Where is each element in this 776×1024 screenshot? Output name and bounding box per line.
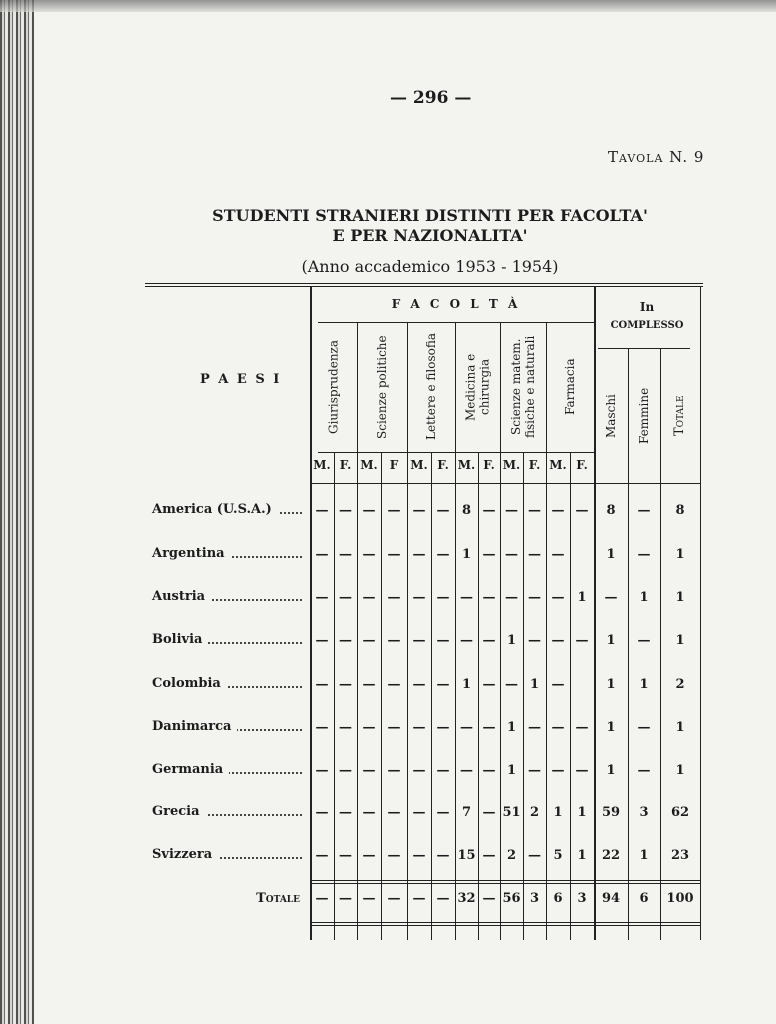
total-cell: 3: [529, 891, 540, 906]
table-cell: —: [387, 848, 401, 863]
table-cell: 51: [502, 805, 521, 820]
faculty-header: Scienze politiche: [375, 335, 389, 439]
table-cell: 3: [639, 805, 649, 820]
rule-bottom: [310, 922, 700, 923]
title-line-1: STUDENTI STRANIERI DISTINTI PER FACOLTA': [212, 206, 648, 225]
table-cell: —: [315, 633, 329, 648]
table-cell: 1: [577, 590, 587, 605]
table-cell: —: [528, 503, 541, 518]
table-cell: 1: [577, 848, 587, 863]
rule-complesso: [598, 348, 690, 349]
table-cell: 1: [506, 720, 517, 735]
table-cell: 7: [461, 805, 472, 820]
title-line-2: E PER NAZIONALITA': [332, 226, 528, 245]
table-cell: 1: [606, 677, 616, 692]
header-paesi: P A E S I: [200, 372, 282, 387]
table-cell: —: [551, 590, 565, 605]
country-name: Bolivia: [152, 632, 208, 647]
table-cell: —: [551, 677, 565, 692]
table-cell: 8: [675, 503, 685, 518]
rule-top: [145, 283, 703, 284]
scan-top-edge: [0, 0, 776, 12]
total-cell: 6: [553, 891, 563, 906]
table-cell: —: [637, 503, 651, 518]
table-cell: —: [505, 547, 518, 562]
table-cell: 22: [601, 848, 621, 863]
table-cell: —: [339, 720, 352, 735]
header-facolta: F A C O L T À: [391, 297, 521, 311]
total-cell: —: [387, 891, 401, 906]
table-cell: 62: [670, 805, 690, 820]
table-cell: —: [315, 763, 329, 778]
total-cell: —: [482, 891, 496, 906]
sex-label: F.: [528, 458, 541, 472]
table-cell: —: [436, 848, 450, 863]
table-cell: —: [339, 848, 352, 863]
table-cell: —: [315, 503, 329, 518]
table-cell: —: [528, 848, 541, 863]
country-name: Colombia: [152, 676, 227, 691]
table-cell: —: [551, 503, 565, 518]
country-name: Grecia: [152, 804, 206, 819]
table-cell: —: [551, 547, 565, 562]
table-cell: 23: [670, 848, 690, 863]
table-cell: —: [482, 590, 496, 605]
table-cell: 1: [675, 633, 685, 648]
table-cell: —: [387, 503, 401, 518]
scan-binding-edge: [0, 0, 34, 1024]
subtitle: (Anno accademico 1953 - 1954): [301, 257, 559, 276]
table-cell: —: [412, 805, 426, 820]
table-cell: —: [339, 633, 352, 648]
table-label: Tavola N. 9: [608, 148, 705, 166]
faculty-header: Scienze matem. fisiche e naturali: [509, 335, 537, 439]
table-cell: 2: [506, 848, 517, 863]
table-cell: —: [637, 547, 651, 562]
table-cell: —: [482, 763, 496, 778]
table-cell: —: [362, 633, 376, 648]
table-cell: —: [436, 590, 450, 605]
total-cell: 3: [577, 891, 587, 906]
country-name: Germania: [152, 762, 229, 777]
table-cell: —: [436, 677, 450, 692]
table-cell: —: [412, 763, 426, 778]
faculty-header: Farmacia: [563, 358, 577, 416]
table-cell: —: [436, 503, 450, 518]
sex-label: F.: [483, 458, 495, 472]
table-cell: —: [637, 633, 651, 648]
table-cell: 1: [577, 805, 587, 820]
table-cell: 1: [675, 720, 685, 735]
country-label: [152, 502, 302, 517]
table-cell: —: [387, 805, 401, 820]
table-cell: —: [482, 633, 496, 648]
table-cell: 1: [506, 763, 517, 778]
sex-label: F.: [576, 458, 588, 472]
total-cell: 6: [639, 891, 649, 906]
table-cell: —: [362, 763, 376, 778]
country-label: [152, 632, 302, 647]
table-cell: —: [412, 503, 426, 518]
total-cell: —: [436, 891, 450, 906]
table-cell: 2: [529, 805, 540, 820]
country-name: Danimarca: [152, 719, 237, 734]
table-cell: —: [362, 677, 376, 692]
table-cell: —: [482, 805, 496, 820]
table-cell: —: [482, 677, 496, 692]
table-cell: —: [412, 720, 426, 735]
total-cell: —: [362, 891, 376, 906]
total-cell: 100: [666, 891, 694, 906]
table-cell: —: [436, 547, 450, 562]
table-cell: —: [315, 848, 329, 863]
table-cell: —: [362, 848, 376, 863]
rule-top: [145, 286, 703, 287]
faculty-header: Medicina e chirurgia: [463, 353, 492, 421]
table-cell: —: [362, 590, 376, 605]
rule-bottom: [310, 925, 700, 926]
table-cell: —: [387, 763, 401, 778]
header-complesso: COMPLESSO: [610, 320, 684, 331]
table-cell: 1: [606, 633, 616, 648]
table-cell: —: [460, 763, 473, 778]
table-cell: —: [315, 677, 329, 692]
table-cell: —: [362, 805, 376, 820]
rule-facolta: [318, 322, 594, 323]
table-cell: 1: [606, 720, 616, 735]
complesso-header: Femmine: [637, 387, 651, 445]
table-cell: —: [412, 677, 426, 692]
table-cell: —: [482, 720, 496, 735]
table-cell: 1: [606, 547, 616, 562]
rule-total: [310, 880, 700, 881]
table-cell: —: [339, 590, 352, 605]
table-cell: 1: [675, 763, 685, 778]
table-cell: —: [412, 547, 426, 562]
table-cell: —: [528, 547, 541, 562]
country-name: Svizzera: [152, 847, 218, 862]
table-cell: —: [505, 677, 518, 692]
table-cell: —: [339, 763, 352, 778]
table-cell: 1: [461, 677, 472, 692]
table-cell: —: [315, 805, 329, 820]
rule-header-bottom: [310, 483, 700, 484]
total-cell: —: [412, 891, 426, 906]
table-cell: —: [339, 503, 352, 518]
table-cell: —: [315, 547, 329, 562]
table-cell: 15: [457, 848, 476, 863]
sex-label: M.: [360, 458, 378, 472]
table-cell: —: [482, 547, 496, 562]
table-cell: 1: [639, 590, 649, 605]
sex-label: M.: [457, 458, 476, 472]
country-label: [152, 804, 302, 819]
table-cell: —: [436, 720, 450, 735]
table-cell: —: [637, 720, 651, 735]
country-label: [152, 589, 302, 604]
page-number: — 296 —: [390, 88, 472, 108]
table-cell: —: [387, 677, 401, 692]
table-cell: 1: [461, 547, 472, 562]
table-cell: —: [387, 590, 401, 605]
table-cell: 1: [529, 677, 540, 692]
total-cell: 32: [457, 891, 476, 906]
column-rule: [431, 452, 432, 940]
table-cell: —: [528, 720, 541, 735]
table-cell: —: [362, 547, 376, 562]
table-cell: —: [387, 633, 401, 648]
faculty-header: Lettere e filosofia: [424, 333, 438, 441]
sex-label: M.: [313, 458, 331, 472]
table-cell: 8: [461, 503, 472, 518]
table-cell: —: [339, 677, 352, 692]
table-cell: —: [315, 590, 329, 605]
rule-total: [310, 883, 700, 884]
table-cell: —: [505, 590, 518, 605]
table-cell: —: [315, 720, 329, 735]
complesso-header: Totale: [672, 395, 687, 437]
table-cell: —: [339, 805, 352, 820]
complesso-header: Maschi: [604, 394, 618, 438]
table-cell: 5: [553, 848, 563, 863]
table-cell: —: [460, 633, 473, 648]
table-cell: —: [551, 763, 565, 778]
table-cell: 59: [601, 805, 621, 820]
table-cell: —: [528, 763, 541, 778]
table-cell: 1: [675, 547, 685, 562]
column-rule: [478, 452, 479, 940]
total-cell: —: [339, 891, 352, 906]
table-cell: 1: [506, 633, 517, 648]
table-cell: —: [528, 633, 541, 648]
table-cell: —: [436, 633, 450, 648]
country-name: Argentina: [152, 546, 231, 561]
table-cell: 1: [639, 677, 649, 692]
table-cell: —: [460, 720, 473, 735]
sex-label: F.: [339, 458, 352, 472]
country-label: [152, 762, 302, 777]
country-name: America (U.S.A.): [152, 502, 278, 517]
table-cell: —: [551, 720, 565, 735]
table-cell: —: [505, 503, 518, 518]
table-cell: 1: [553, 805, 563, 820]
country-name: Austria: [152, 589, 211, 604]
table-cell: 1: [639, 848, 649, 863]
table-cell: —: [362, 503, 376, 518]
table-cell: 1: [606, 763, 616, 778]
table-cell: —: [387, 547, 401, 562]
table-cell: —: [387, 720, 401, 735]
country-label: [152, 676, 302, 691]
table-cell: —: [575, 720, 589, 735]
table-cell: —: [412, 590, 426, 605]
totale-label: Totale: [256, 891, 300, 906]
table-cell: —: [436, 763, 450, 778]
sex-label: M.: [410, 458, 428, 472]
total-cell: —: [315, 891, 329, 906]
column-rule: [570, 452, 571, 940]
column-rule: [700, 286, 701, 940]
table-cell: 8: [606, 503, 616, 518]
table-cell: —: [575, 503, 589, 518]
table-cell: —: [551, 633, 565, 648]
column-rule: [381, 452, 382, 940]
total-cell: 94: [601, 891, 621, 906]
rule-sex: [318, 452, 594, 453]
sex-label: M.: [549, 458, 567, 472]
table-cell: —: [460, 590, 473, 605]
table-cell: —: [412, 633, 426, 648]
table-cell: —: [339, 547, 352, 562]
country-label: [152, 719, 302, 734]
table-cell: —: [637, 763, 651, 778]
table-cell: —: [575, 633, 589, 648]
table-cell: —: [412, 848, 426, 863]
table-cell: —: [362, 720, 376, 735]
column-rule: [334, 452, 335, 940]
table-cell: —: [528, 590, 541, 605]
table-cell: 2: [675, 677, 685, 692]
column-rule: [523, 452, 524, 940]
sex-label: F: [389, 458, 399, 472]
table-cell: —: [482, 848, 496, 863]
header-in: In: [639, 300, 655, 314]
country-label: [152, 847, 302, 862]
sex-label: M.: [502, 458, 521, 472]
table-cell: —: [604, 590, 618, 605]
table-cell: —: [575, 763, 589, 778]
table-cell: —: [482, 503, 496, 518]
country-label: [152, 546, 302, 561]
table-cell: —: [436, 805, 450, 820]
sex-label: F.: [437, 458, 449, 472]
faculty-header: Giurisprudenza: [326, 339, 341, 435]
total-cell: 56: [502, 891, 521, 906]
table-cell: 1: [675, 590, 685, 605]
